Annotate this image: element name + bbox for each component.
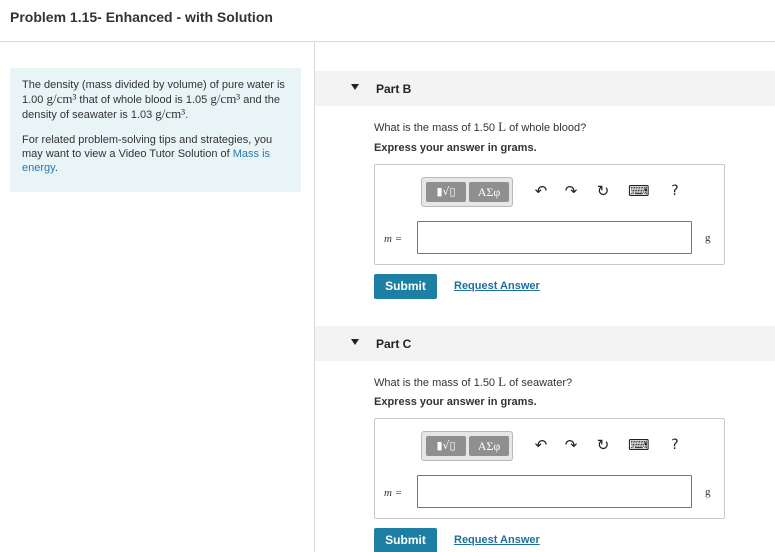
question-text-end: of seawater? [506,377,573,389]
part-c-label: Part C [376,337,412,351]
intro-text-2: that of whole blood is 1.05 [76,94,211,106]
part-b-submit-button[interactable]: Submit [374,274,437,299]
symbols-button[interactable]: ΑΣφ [469,436,509,456]
part-c-instruction: Express your answer in grams. [374,396,537,408]
volume-unit: L [498,119,507,134]
intro-density-text [22,78,289,122]
templates-button[interactable]: ▮√▯ [426,182,466,202]
column-divider [314,42,315,552]
help-button[interactable]: ? [671,183,679,199]
toolbar-button-group [421,177,513,207]
part-c-submit-button[interactable]: Submit [374,528,437,552]
intro-tips-text [22,133,289,175]
intro-text-4: . [185,109,189,121]
math-toolbar [421,177,691,207]
redo-icon[interactable]: ↷ [564,182,578,200]
part-c-question [374,374,572,390]
keyboard-icon[interactable]: ⌨ [628,182,650,200]
video-tutor-link[interactable]: Mass is energy [22,148,271,174]
part-c-answer-input[interactable] [417,475,692,508]
answer-unit: g [705,486,711,498]
variable-label: m = [384,233,403,245]
volume-unit: L [498,374,507,389]
tips-text-end: . [54,162,58,174]
part-c-header[interactable] [315,326,775,361]
redo-icon[interactable]: ↷ [564,436,578,454]
variable-label: m = [384,487,403,499]
part-c-answer-panel [374,418,725,519]
math-toolbar [421,431,691,461]
keyboard-icon[interactable]: ⌨ [628,436,650,454]
tips-text: For related problem-solving tips and strategies, you may want to view a Video Tutor Solution of [22,134,273,160]
part-b-answer-panel [374,164,725,265]
undo-icon[interactable]: ↶ [534,182,548,200]
part-b-question [374,119,586,135]
density-unit: g/cm³ [155,106,186,121]
symbols-button[interactable]: ΑΣφ [469,182,509,202]
toolbar-button-group [421,431,513,461]
part-b-answer-input[interactable] [417,221,692,254]
part-b-header[interactable] [315,71,775,106]
reset-icon[interactable]: ↻ [596,182,610,200]
undo-icon[interactable]: ↶ [534,436,548,454]
part-c-request-answer-link[interactable]: Request Answer [454,534,540,546]
reset-icon[interactable]: ↻ [596,436,610,454]
question-text: What is the mass of 1.50 [374,377,499,389]
density-unit: g/cm³ [210,91,241,106]
intro-text-1: The density (mass divided by volume) of pure water is 1.00 [22,79,285,106]
density-unit: g/cm³ [46,91,77,106]
templates-button[interactable]: ▮√▯ [426,436,466,456]
header-divider [0,41,775,42]
help-button[interactable]: ? [671,437,679,453]
part-b-instruction: Express your answer in grams. [374,142,537,154]
collapse-caret-icon[interactable] [351,84,359,90]
part-b-label: Part B [376,82,412,96]
part-b-request-answer-link[interactable]: Request Answer [454,280,540,292]
page-title: Problem 1.15- Enhanced - with Solution [10,9,273,25]
problem-intro [10,68,301,192]
question-text-end: of whole blood? [506,122,587,134]
question-text: What is the mass of 1.50 [374,122,499,134]
collapse-caret-icon[interactable] [351,339,359,345]
intro-text-3: and the density of seawater is 1.03 [22,94,280,121]
answer-unit: g [705,232,711,244]
